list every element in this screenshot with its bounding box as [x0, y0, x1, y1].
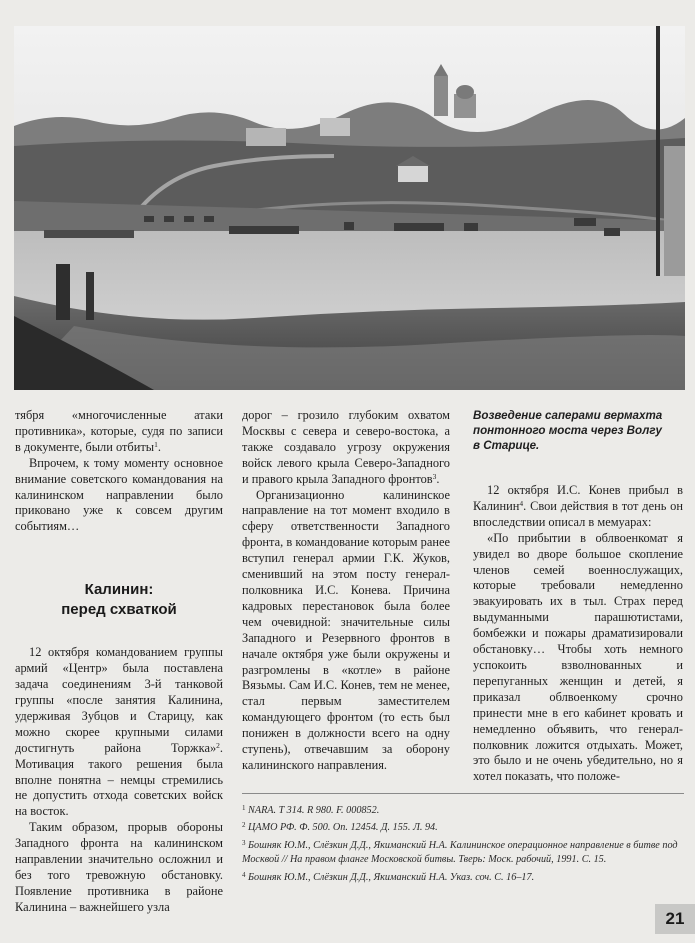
section-heading	[15, 580, 223, 620]
paragraph	[15, 645, 223, 820]
paragraph-text: 12 октября командованием группы армий «Центр» была поставлена задача соединениям 3-й танковой группы «после занятия Калинина, удерживая Зубцов и Старицу, как можно скорее крупными силами достигнуть района Торжка»	[15, 645, 223, 755]
text-column-1	[15, 408, 223, 916]
footnote-text: Бошняк Ю.М., Слёзкин Д.Д., Якиманский Н.А. Указ. соч. С. 16–17.	[248, 871, 535, 883]
paragraph: Впрочем, к тому моменту основное внимание советского командования на калининском направлении было приковано уже к совсем другим событиям…	[15, 455, 223, 534]
caption-line: понтонного моста через Волгу	[473, 424, 662, 437]
footnotes	[242, 801, 686, 885]
footnote-divider	[242, 793, 684, 794]
footnote	[242, 868, 686, 885]
footnote-number: 4	[242, 870, 246, 879]
paragraph: Организационно калининское направление на тот момент входило в сферу ответственности Западного фронта, в командование которым ранее вступил генерал армии Г.К. Жуков, сменивший на этом посту генерал-полковника И.С. Конева. Причина кадровых перестановок была более чем очевидной: значительные силы Западного и Резервного фронтов в начале октября уже были окружены и разгромлены в «котле» в районе Вязьмы. Сам И.С. Конев, тем не менее, стал первым заместителем командующего фронтом (то есть был понижен в должности всего на одну ступень), отвечавшим за оборону калининского направления.	[242, 487, 450, 772]
paragraph-text: . Свои действия в тот день он впоследствии описал в мемуарах:	[473, 498, 683, 529]
caption-line: Возведение саперами вермахта	[473, 409, 663, 422]
footnote-ref[interactable]: 4	[519, 498, 524, 508]
paragraph-text: . Мотивация такого решения была вполне понятна – немцы стремились не допустить отхода советских войск на восток.	[15, 740, 223, 819]
caption-line: в Старице.	[473, 439, 540, 452]
footnote-number: 3	[242, 838, 246, 847]
paragraph: Таким образом, прорыв обороны Западного фронта на калининском направлении значительно осложнил и без того тревожную обстановку. Появление противника в районе Калинина – важнейшего узла	[15, 820, 223, 914]
text-column-3	[473, 483, 683, 785]
paragraph	[15, 408, 223, 456]
paragraph-text: .	[157, 439, 161, 454]
paragraph-text: 12 октября И.С. Конев прибыл в Калинин	[473, 483, 683, 513]
footnote-text: ЦАМО РФ. Ф. 500. Оп. 12454. Д. 155. Л. 94.	[248, 822, 438, 834]
photo-caption	[473, 408, 683, 453]
footnote-ref[interactable]: 1	[154, 439, 158, 449]
paragraph	[473, 483, 683, 531]
paragraph-text: дорог – грозило глубоким охватом Москвы с севера и северо-востока, а также создавало угрозу окружения войск левого крыла Северо-Западного и правого крыла Западного фронтов	[242, 408, 450, 486]
heading-line: Калинин:	[84, 581, 154, 598]
photo-pontoon-bridge-volga-staritsa	[14, 26, 685, 390]
footnote-number: 2	[242, 821, 246, 830]
paragraph	[242, 408, 450, 488]
historical-photo	[14, 26, 685, 390]
page-number: 21	[655, 904, 695, 934]
footnote-ref[interactable]: 3	[432, 471, 437, 481]
heading-line: перед схваткой	[61, 601, 177, 618]
paragraph: «По прибытии в облвоенкомат я увидел во дворе большое скопление членов семей военнослужащих, которые требовали немедленно эвакуировать их в тыл. Страх перед выдуманными парашютистами, бомбежки и пожары драматизировали обстановку… Чтобы хоть немного успокоить взволнованных и перепуганных женщин и детей, я приказал облвоенкому срочно принести мне в его кабинет кровать и немедленно объявить, что генерал-полковник ложится отдыхать. Может, это было и не очень убедительно, но я хотел показать, что положе-	[473, 530, 683, 784]
footnote-number: 1	[242, 804, 246, 812]
footnote	[242, 836, 686, 868]
paragraph-text: тября «многочисленные атаки противника», которые, судя по записи в документе, были отбиты	[15, 408, 223, 454]
footnote-text: Бошняк Ю.М., Слёзкин Д.Д., Якиманский Н.А. Калининское операционное направление в битве под Москвой // На правом фланге Московской битвы. Тверь: Моск. рабочий, 1991. С. 15.	[242, 839, 678, 866]
footnote	[242, 818, 686, 835]
footnote-text: NARA. T 314. R 980. F. 000852.	[248, 805, 380, 816]
footnote-ref[interactable]: 2	[216, 740, 220, 750]
paragraph-text: .	[436, 471, 440, 486]
footnote	[242, 801, 686, 818]
text-column-2	[242, 408, 450, 774]
